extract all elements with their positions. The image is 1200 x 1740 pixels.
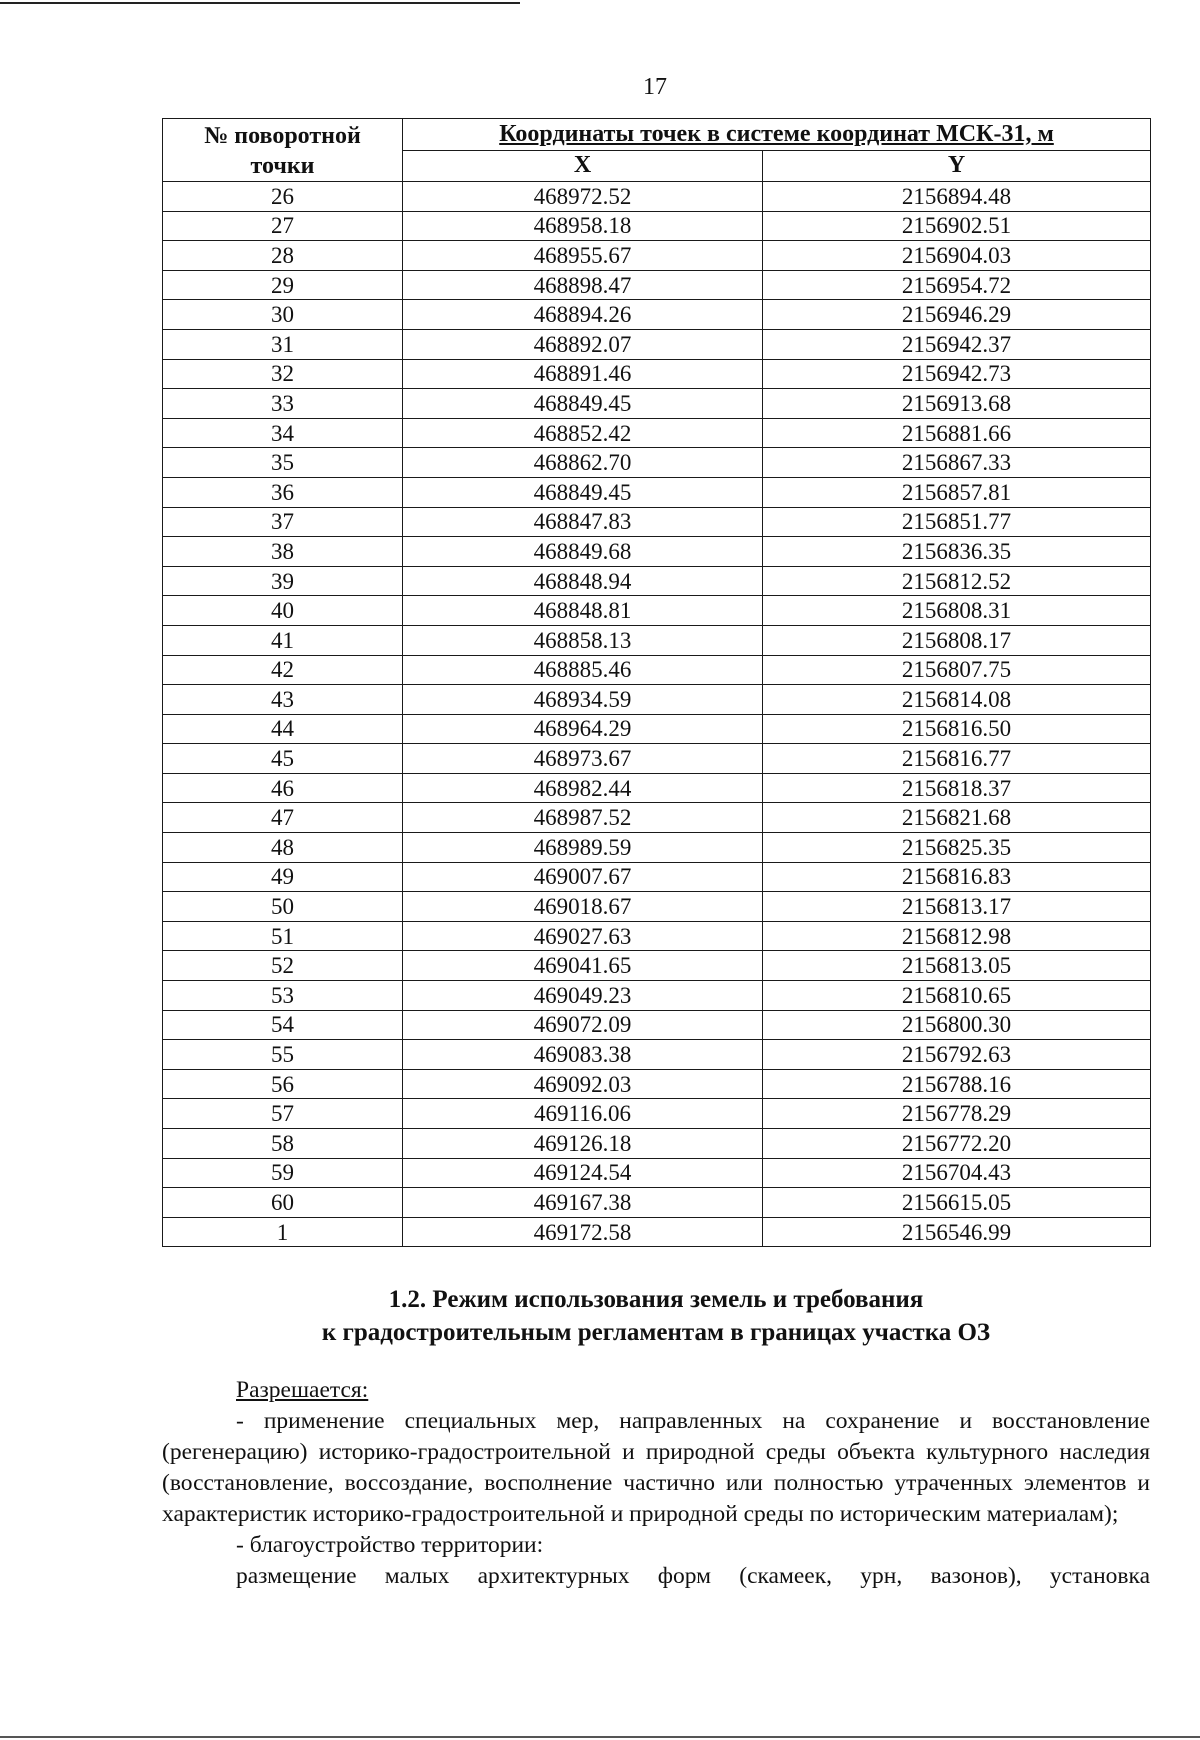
- cell-x: 469116.06: [403, 1099, 763, 1129]
- cell-y: 2156816.83: [763, 862, 1151, 892]
- cell-x: 469126.18: [403, 1129, 763, 1159]
- cell-point-number: 57: [163, 1099, 403, 1129]
- cell-y: 2156821.68: [763, 803, 1151, 833]
- cell-point-number: 41: [163, 625, 403, 655]
- cell-x: 469124.54: [403, 1158, 763, 1188]
- table-row: [163, 1158, 1151, 1188]
- cell-point-number: 52: [163, 951, 403, 981]
- cell-point-number: 40: [163, 596, 403, 626]
- table-row: [163, 1217, 1151, 1247]
- cell-point-number: 33: [163, 389, 403, 419]
- cell-x: 469027.63: [403, 921, 763, 951]
- header-coordinates: [403, 119, 1151, 151]
- cell-point-number: 55: [163, 1040, 403, 1070]
- cell-point-number: 28: [163, 241, 403, 271]
- table-row: [163, 714, 1151, 744]
- cell-y: 2156546.99: [763, 1217, 1151, 1247]
- table-row: [163, 981, 1151, 1011]
- header-coordinates-text: Координаты точек в системе координат МСК-31, м: [499, 120, 1054, 147]
- cell-x: 469167.38: [403, 1188, 763, 1218]
- cell-point-number: 44: [163, 714, 403, 744]
- cell-y: 2156813.17: [763, 892, 1151, 922]
- cell-point-number: 36: [163, 477, 403, 507]
- cell-x: 468858.13: [403, 625, 763, 655]
- cell-point-number: 27: [163, 211, 403, 241]
- cell-point-number: 56: [163, 1069, 403, 1099]
- table-row: [163, 1010, 1151, 1040]
- cell-y: 2156857.81: [763, 477, 1151, 507]
- table-row: [163, 596, 1151, 626]
- page-number: 17: [643, 74, 667, 100]
- cell-x: 468934.59: [403, 685, 763, 715]
- table-row: [163, 537, 1151, 567]
- cell-y: 2156825.35: [763, 833, 1151, 863]
- table-row: [163, 507, 1151, 537]
- cell-x: 468849.45: [403, 477, 763, 507]
- table-row: [163, 448, 1151, 478]
- cell-y: 2156816.77: [763, 744, 1151, 774]
- coordinates-table-body: [163, 182, 1151, 1247]
- cell-x: 468892.07: [403, 329, 763, 359]
- cell-point-number: 30: [163, 300, 403, 330]
- cell-x: 469083.38: [403, 1040, 763, 1070]
- cell-point-number: 38: [163, 537, 403, 567]
- cell-x: 468891.46: [403, 359, 763, 389]
- cell-y: 2156867.33: [763, 448, 1151, 478]
- scan-edge-top: [0, 2, 520, 4]
- cell-x: 468849.68: [403, 537, 763, 567]
- section-heading: [162, 1283, 1150, 1349]
- table-row: [163, 892, 1151, 922]
- section-body: [162, 1375, 1150, 1592]
- table-row: [163, 1188, 1151, 1218]
- header-x: X: [403, 150, 763, 182]
- cell-point-number: 37: [163, 507, 403, 537]
- cell-point-number: 46: [163, 773, 403, 803]
- cell-x: 468989.59: [403, 833, 763, 863]
- cell-x: 468955.67: [403, 241, 763, 271]
- cell-point-number: 34: [163, 418, 403, 448]
- cell-y: 2156807.75: [763, 655, 1151, 685]
- header-point-line1: № поворотной: [204, 123, 361, 149]
- table-row: [163, 833, 1151, 863]
- table-row: [163, 773, 1151, 803]
- table-row: [163, 270, 1151, 300]
- cell-y: 2156851.77: [763, 507, 1151, 537]
- table-row: [163, 418, 1151, 448]
- cell-y: 2156813.05: [763, 951, 1151, 981]
- table-row: [163, 211, 1151, 241]
- cell-x: 468848.94: [403, 566, 763, 596]
- cell-x: 469018.67: [403, 892, 763, 922]
- cell-y: 2156904.03: [763, 241, 1151, 271]
- cell-y: 2156800.30: [763, 1010, 1151, 1040]
- cell-y: 2156942.73: [763, 359, 1151, 389]
- cell-point-number: 45: [163, 744, 403, 774]
- cell-y: 2156788.16: [763, 1069, 1151, 1099]
- cell-y: 2156894.48: [763, 182, 1151, 212]
- cell-x: 468862.70: [403, 448, 763, 478]
- cell-x: 468848.81: [403, 596, 763, 626]
- cell-point-number: 26: [163, 182, 403, 212]
- table-row: [163, 685, 1151, 715]
- cell-y: 2156772.20: [763, 1129, 1151, 1159]
- cell-x: 468847.83: [403, 507, 763, 537]
- cell-y: 2156808.31: [763, 596, 1151, 626]
- cell-x: 468885.46: [403, 655, 763, 685]
- paragraph-special-measures: - применение специальных мер, направленных на сохранение и восстановление (регенерацию) историко-градостроительной и природной среды объекта культурного наследия (восстановление, воссоздание, восполнение частично или полностью утраченных элементов и характеристик историко-градостроительной и природной среды по историческим материалам);: [162, 1408, 1150, 1527]
- cell-y: 2156812.98: [763, 921, 1151, 951]
- cell-y: 2156836.35: [763, 537, 1151, 567]
- cell-x: 468964.29: [403, 714, 763, 744]
- cell-y: 2156902.51: [763, 211, 1151, 241]
- cell-point-number: 43: [163, 685, 403, 715]
- cell-point-number: 31: [163, 329, 403, 359]
- scan-edge-bottom: [0, 1736, 1200, 1738]
- section-heading-line2: к градостроительным регламентам в границах участка ОЗ: [321, 1319, 991, 1346]
- cell-x: 468898.47: [403, 270, 763, 300]
- cell-point-number: 42: [163, 655, 403, 685]
- cell-point-number: 29: [163, 270, 403, 300]
- cell-x: 468852.42: [403, 418, 763, 448]
- cell-y: 2156792.63: [763, 1040, 1151, 1070]
- cell-y: 2156778.29: [763, 1099, 1151, 1129]
- cell-y: 2156615.05: [763, 1188, 1151, 1218]
- cell-y: 2156818.37: [763, 773, 1151, 803]
- table-row: [163, 241, 1151, 271]
- cell-point-number: 53: [163, 981, 403, 1011]
- cell-x: 468987.52: [403, 803, 763, 833]
- cell-point-number: 48: [163, 833, 403, 863]
- cell-y: 2156942.37: [763, 329, 1151, 359]
- paragraph-small-forms: размещение малых архитектурных форм (скамеек, урн, вазонов), установка: [236, 1563, 1150, 1589]
- cell-x: 469092.03: [403, 1069, 763, 1099]
- table-row: [163, 921, 1151, 951]
- cell-point-number: 35: [163, 448, 403, 478]
- cell-x: 468958.18: [403, 211, 763, 241]
- cell-point-number: 59: [163, 1158, 403, 1188]
- table-row: [163, 625, 1151, 655]
- cell-point-number: 54: [163, 1010, 403, 1040]
- table-row: [163, 477, 1151, 507]
- cell-x: 468972.52: [403, 182, 763, 212]
- cell-y: 2156704.43: [763, 1158, 1151, 1188]
- table-row: [163, 1099, 1151, 1129]
- table-row: [163, 359, 1151, 389]
- table-row: [163, 744, 1151, 774]
- cell-point-number: 50: [163, 892, 403, 922]
- cell-point-number: 58: [163, 1129, 403, 1159]
- table-row: [163, 389, 1151, 419]
- table-row: [163, 300, 1151, 330]
- cell-x: 468894.26: [403, 300, 763, 330]
- table-row: [163, 655, 1151, 685]
- cell-x: 469041.65: [403, 951, 763, 981]
- section-heading-line1: 1.2. Режим использования земель и требования: [388, 1286, 924, 1313]
- table-row: [163, 862, 1151, 892]
- cell-point-number: 32: [163, 359, 403, 389]
- table-row: [163, 182, 1151, 212]
- cell-y: 2156946.29: [763, 300, 1151, 330]
- cell-point-number: 1: [163, 1217, 403, 1247]
- cell-point-number: 49: [163, 862, 403, 892]
- cell-x: 468982.44: [403, 773, 763, 803]
- cell-y: 2156881.66: [763, 418, 1151, 448]
- cell-y: 2156913.68: [763, 389, 1151, 419]
- paragraph-landscaping: - благоустройство территории:: [236, 1532, 544, 1558]
- table-row: [163, 329, 1151, 359]
- table-row: [163, 1129, 1151, 1159]
- cell-y: 2156816.50: [763, 714, 1151, 744]
- cell-y: 2156814.08: [763, 685, 1151, 715]
- cell-x: 468849.45: [403, 389, 763, 419]
- table-row: [163, 951, 1151, 981]
- header-point-line2: точки: [250, 153, 315, 179]
- cell-point-number: 60: [163, 1188, 403, 1218]
- cell-x: 469072.09: [403, 1010, 763, 1040]
- cell-x: 468973.67: [403, 744, 763, 774]
- coordinates-table: [162, 118, 1151, 1247]
- cell-x: 469049.23: [403, 981, 763, 1011]
- cell-point-number: 51: [163, 921, 403, 951]
- table-row: [163, 1040, 1151, 1070]
- cell-x: 469172.58: [403, 1217, 763, 1247]
- cell-point-number: 39: [163, 566, 403, 596]
- header-point-number: [163, 119, 403, 182]
- table-row: [163, 566, 1151, 596]
- table-row: [163, 803, 1151, 833]
- header-y: Y: [763, 150, 1151, 182]
- cell-y: 2156810.65: [763, 981, 1151, 1011]
- cell-y: 2156812.52: [763, 566, 1151, 596]
- cell-y: 2156808.17: [763, 625, 1151, 655]
- allowed-label: Разрешается:: [236, 1377, 369, 1403]
- cell-x: 469007.67: [403, 862, 763, 892]
- table-row: [163, 1069, 1151, 1099]
- cell-point-number: 47: [163, 803, 403, 833]
- cell-y: 2156954.72: [763, 270, 1151, 300]
